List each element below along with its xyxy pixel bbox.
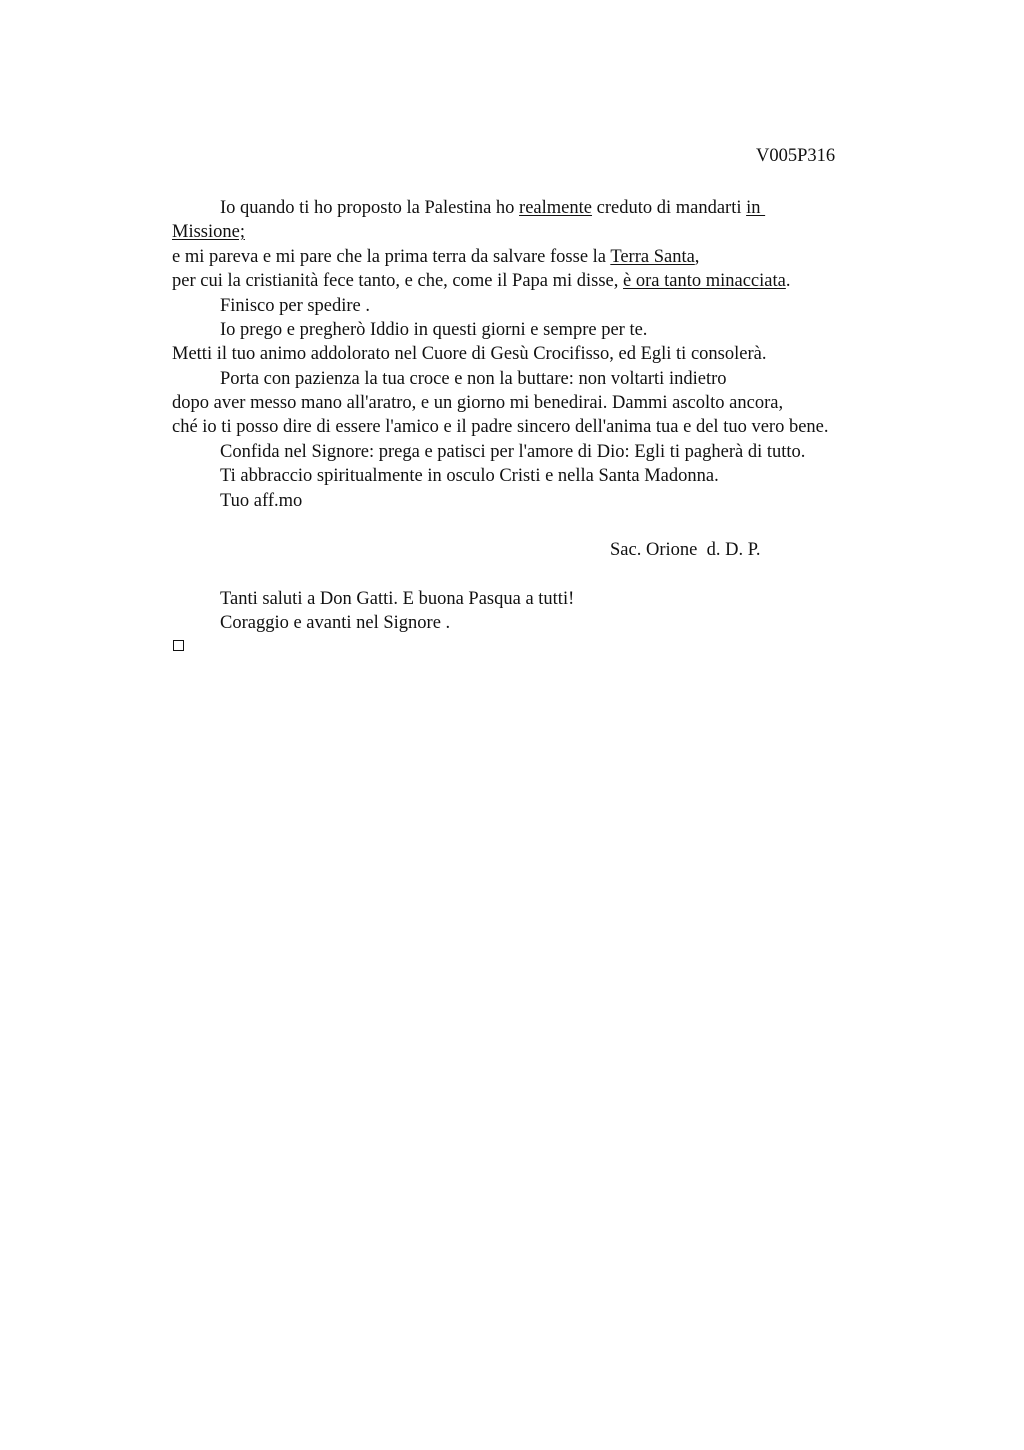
body-line-7: Metti il tuo animo addolorato nel Cuore di Gesù Crocifisso, ed Egli ti consolerà.	[172, 344, 767, 364]
postscript-line-1: Tanti saluti a Don Gatti. E buona Pasqua a tutti!	[220, 589, 575, 609]
text-run: creduto di mandarti	[591, 198, 747, 218]
body-line-4	[172, 269, 790, 293]
body-line-10: ché io ti posso dire di essere l'amico e il padre sincero dell'anima tua e del tuo vero bene.	[172, 417, 829, 437]
text-run: ,	[694, 247, 700, 267]
empty-box-glyph	[173, 640, 184, 651]
underlined-text: in	[746, 198, 766, 218]
text-run: e mi pareva e mi pare che la prima terra da salvare fosse la	[172, 247, 611, 267]
body-line-1	[220, 196, 765, 220]
body-line-5: Finisco per spedire .	[220, 296, 371, 316]
body-line-2	[172, 220, 245, 244]
body-line-12: Ti abbraccio spiritualmente in osculo Cristi e nella Santa Madonna.	[220, 466, 719, 486]
underlined-text: Missione;	[172, 222, 245, 242]
underlined-text: Terra Santa	[610, 247, 695, 267]
underlined-text: realmente	[519, 198, 592, 218]
body-line-8: Porta con pazienza la tua croce e non la buttare: non voltarti indietro	[220, 369, 727, 389]
body-line-11: Confida nel Signore: prega e patisci per l'amore di Dio: Egli ti pagherà di tutto.	[220, 442, 806, 462]
body-line-9: dopo aver messo mano all'aratro, e un giorno mi benedirai. Dammi ascolto ancora,	[172, 393, 784, 413]
text-run: Io quando ti ho proposto la Palestina ho	[220, 198, 520, 218]
underlined-text: è ora tanto minacciata	[623, 271, 786, 291]
text-run: per cui la cristianità fece tanto, e che, come il Papa mi disse,	[172, 271, 624, 291]
postscript-line-2: Coraggio e avanti nel Signore .	[220, 613, 451, 633]
closing-line: Tuo aff.mo	[220, 491, 303, 511]
body-line-3	[172, 245, 699, 269]
body-line-6: Io prego e pregherò Iddio in questi giorni e sempre per te.	[220, 320, 648, 340]
signature: Sac. Orione d. D. P.	[610, 540, 761, 560]
text-run: .	[785, 271, 791, 291]
document-reference-code: V005P316	[756, 146, 836, 166]
